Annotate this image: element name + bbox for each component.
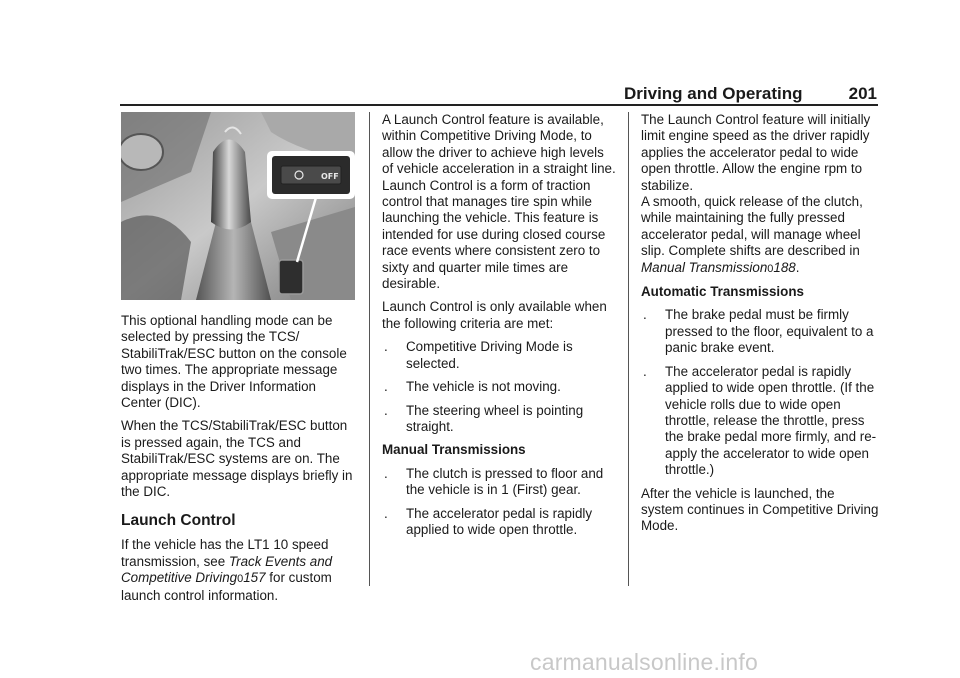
bullet-icon: . [384,379,388,395]
console-button-figure [121,112,355,300]
paragraph-with-xref: A smooth, quick release of the clutch, while maintaining the fully pressed accelerator pedal, will manage wheel slip. Complete shifts are described in Manual Transmission0188. [641,194,863,275]
paragraph: This optional handling mode can be selected by pressing the TCS/ StabiliTrak/ESC button on the console two times. The appropriate message displays in the Driver Information Center (DIC). [121,313,347,411]
page-header [624,84,877,106]
section-title: Driving and Operating [624,84,803,103]
list-item: . The clutch is pressed to floor and the vehicle is in 1 (First) gear. [384,465,604,498]
paragraph: Launch Control is only available when the following criteria are met: [382,299,607,331]
list-item: . The accelerator pedal is rapidly applied to wide open throttle. (If the vehicle rolls due to wide open throttle, release the throttle, press the brake pedal more firmly, and re-apply the accelerator to wide open throttle.) [643,363,877,478]
bullet-icon: . [384,465,388,481]
list-item: . The vehicle is not moving. [384,379,561,395]
paragraph: The Launch Control feature will initially limit engine speed as the driver rapidly applies the accelerator pedal to wide open throttle. Allow the engine rpm to stabilize. [641,112,871,193]
section-heading: Launch Control [121,512,236,530]
xref-link[interactable]: Manual Transmission [641,259,768,275]
paragraph: After the vehicle is launched, the system continues in Competitive Driving Mode. [641,485,879,534]
console-button-location [279,260,303,294]
list-item: . Competitive Driving Mode is selected. [384,339,573,371]
column-2 [382,112,618,545]
paragraph-with-xref: If the vehicle has the LT1 10 speed transmission, see Track Events and Competitive Driving0157 for custom launch control information. [121,537,333,603]
shift-knob [211,140,251,230]
xref-arrow-icon: 0 [767,262,774,275]
xref-arrow-icon: 0 [237,573,244,586]
subheading: Automatic Transmissions [641,284,804,300]
list-item: . The steering wheel is pointing straight. [384,402,584,434]
xref-page[interactable]: 188 [773,259,796,275]
off-label: OFF [321,172,339,181]
paragraph: When the TCS/StabiliTrak/ESC button is pressed again, the TCS and StabiliTrak/ESC systems are on. The appropriate message displays briefly in the DIC. [121,418,353,500]
list-item: . The brake pedal must be firmly pressed to the floor, equivalent to a panic brake event. [643,307,874,356]
list-item: . The accelerator pedal is rapidly applied to wide open throttle. [384,505,593,537]
watermark: carmanualsonline.info [530,649,758,675]
bullet-icon: . [643,307,647,323]
bullet-icon: . [384,505,388,521]
column-3 [641,112,879,542]
column-1 [121,112,355,611]
column-divider [628,112,629,586]
bullet-icon: . [643,363,647,379]
xref-link[interactable]: Track Events and Competitive Driving [121,553,333,586]
paragraph: A Launch Control feature is available, within Competitive Driving Mode, to allow the driver to achieve high levels of vehicle acceleration in a straight line. Launch Control is a form of traction control that manages tire spin while launching the vehicle. This feature is intended for use during closed course race events where consistent zero to sixty and quarter mile times are desirable. [382,112,616,292]
header-rule [120,104,878,106]
subheading: Manual Transmissions [382,442,526,458]
page-number: 201 [848,84,877,103]
bullet-icon: . [384,402,388,418]
xref-page[interactable]: 157 [243,570,266,586]
bullet-icon: . [384,339,388,355]
column-divider [369,112,370,586]
